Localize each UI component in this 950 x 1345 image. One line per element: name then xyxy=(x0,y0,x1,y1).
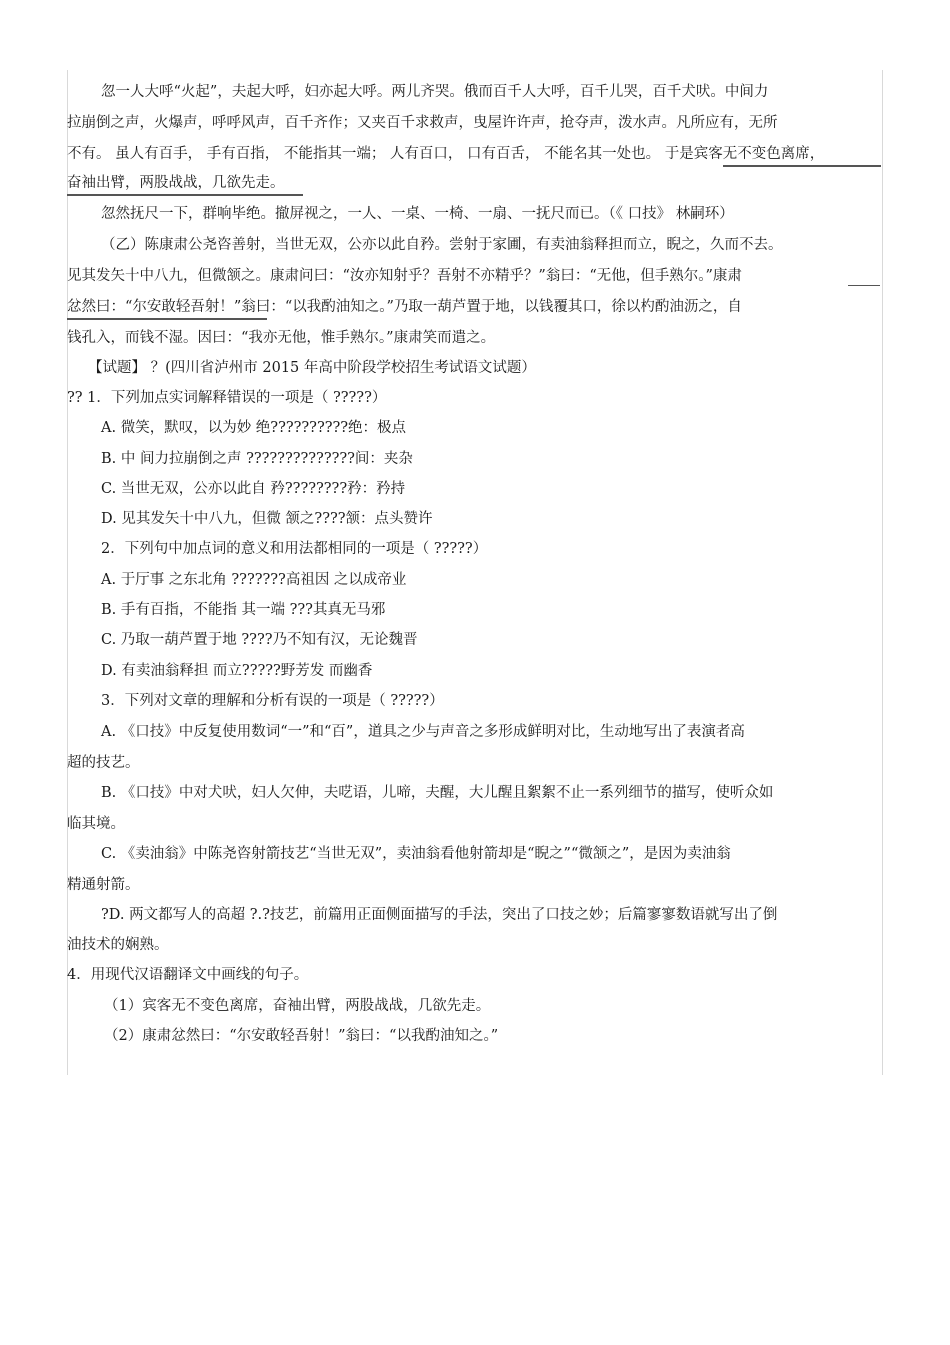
q4-stem: 4．用现代汉语翻译文中画线的句子。 xyxy=(67,967,309,983)
underline-sentence-1b xyxy=(67,194,303,196)
q1-option-c: C. 当世无双，公亦以此自 矜????????矜：矜持 xyxy=(101,481,406,497)
q3-option-d-line-2: 油技术的娴熟。 xyxy=(67,937,169,953)
passage-jia-line-5: 忽然抚尺一下，群响毕绝。撤屏视之，一人、一桌、一椅、一扇、一抚尺而已。（《 口技》 林嗣环） xyxy=(101,206,734,222)
exam-source: 【试题】 ？(四川省泸州市 2015 年高中阶段学校招生考试语文试题） xyxy=(88,360,536,376)
q1-option-b: B. 中 间力拉崩倒之声 ??????????????间：夹杂 xyxy=(101,451,413,467)
q2-option-b: B. 手有百指，不能指 其一端 ???其真无马邪 xyxy=(101,602,386,618)
q3-option-b-line-1: B. 《口技》中对犬吠，妇人欠伸，夫呓语，儿啼，夫醒，大儿醒且絮絮不止一系列细节的描写，使听众如 xyxy=(101,785,774,801)
q3-option-a-line-1: A. 《口技》中反复使用数词“一”和“百”，道具之少与声音之多形成鲜明对比，生动地写出了表演者高 xyxy=(101,724,745,740)
q3-option-c-line-1: C. 《卖油翁》中陈尧咨射箭技艺“当世无双”，卖油翁看他射箭却是“睨之”“微颔之”，是因为卖油翁 xyxy=(101,846,731,862)
passage-jia-line-3: 不有。 虽人有百手， 手有百指， 不能指其一端； 人有百口， 口有百舌， 不能名其一处也。 于是宾客无不变色离席， xyxy=(67,146,825,162)
right-margin-rule xyxy=(882,70,883,1075)
passage-yi-line-1: （乙）陈康肃公尧咨善射，当世无双，公亦以此自矜。尝射于家圃，有卖油翁释担而立，睨之，久而不去。 xyxy=(101,237,783,253)
q1-option-a: A. 微笑，默叹，以为妙 绝??????????绝：极点 xyxy=(101,420,407,436)
q3-option-c-line-2: 精通射箭。 xyxy=(67,877,140,893)
passage-yi-line-4: 钱孔入，而钱不湿。因曰：“我亦无他，惟手熟尔。”康肃笑而遣之。 xyxy=(67,330,496,346)
q1-option-d: D. 见其发矢十中八九，但微 颔之????颔：点头赞许 xyxy=(101,511,433,527)
q2-stem: 2．下列句中加点词的意义和用法都相同的一项是（ ?????） xyxy=(101,541,488,557)
passage-yi-line-3: 忿然曰：“尔安敢轻吾射！”翁曰：“以我酌油知之。”乃取一葫芦置于地，以钱覆其口，徐以杓酌油沥之，自 xyxy=(67,299,742,315)
q2-option-d: D. 有卖油翁释担 而立?????野芳发 而幽香 xyxy=(101,663,373,679)
passage-jia-line-2: 拉崩倒之声，火爆声，呼呼风声，百千齐作；又夹百千求救声，曳屋许许声，抢夺声，泼水声。凡所应有，无所 xyxy=(67,115,778,131)
q3-stem: 3．下列对文章的理解和分析有误的一项是（ ?????） xyxy=(101,693,444,709)
left-margin-rule xyxy=(67,70,68,1075)
underline-sentence-1a xyxy=(723,165,881,167)
q1-stem: ?? 1．下列加点实词解释错误的一项是（ ?????） xyxy=(67,390,387,406)
passage-jia-line-4: 奋袖出臂，两股战战，几欲先走。 xyxy=(67,175,285,191)
q3-option-a-line-2: 超的技艺。 xyxy=(67,755,140,771)
q4-sentence-1: （1）宾客无不变色离席，奋袖出臂，两股战战，几欲先走。 xyxy=(104,998,491,1014)
underline-sentence-2 xyxy=(67,318,267,320)
q4-sentence-2: （2）康肃忿然曰：“尔安敢轻吾射！”翁曰：“以我酌油知之。” xyxy=(104,1028,499,1044)
passage-yi-line-2: 见其发矢十中八九，但微颔之。康肃问曰：“汝亦知射乎？吾射不亦精乎？”翁曰：“无他，但手熟尔。”康肃 xyxy=(67,268,742,284)
margin-mark xyxy=(848,285,880,286)
q3-option-d-line-1: ?D. 两文都写人的高超 ?.?技艺，前篇用正面侧面描写的手法，突出了口技之妙；后篇寥寥数语就写出了倒 xyxy=(101,907,778,923)
passage-jia-line-1: 忽一人大呼“火起”，夫起大呼，妇亦起大呼。两儿齐哭。俄而百千人大呼，百千儿哭，百千犬吠。中间力 xyxy=(101,84,769,100)
q2-option-c: C. 乃取一葫芦置于地 ????乃不知有汉，无论魏晋 xyxy=(101,632,418,648)
q3-option-b-line-2: 临其境。 xyxy=(67,816,125,832)
q2-option-a: A. 于厅事 之东北角 ???????高祖因 之以成帝业 xyxy=(101,572,407,588)
